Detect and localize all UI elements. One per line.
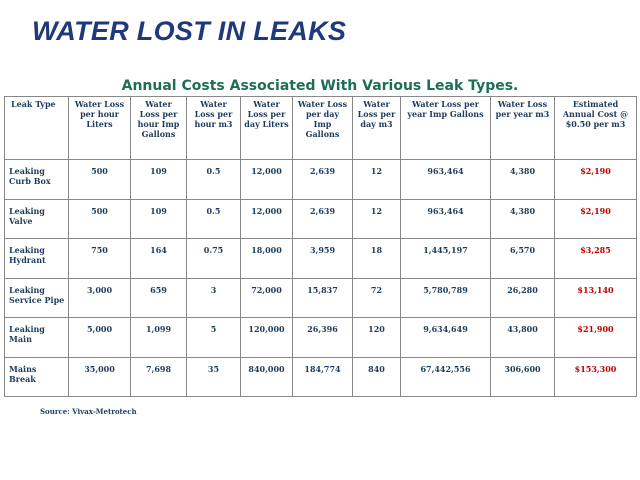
header-loss-year-gallons: Water Loss per year Imp Gallons: [401, 97, 491, 160]
cell-loss-day-gallons: 3,959: [293, 239, 353, 279]
cell-loss-hour-liters: 35,000: [69, 357, 131, 397]
cell-loss-day-liters: 840,000: [241, 357, 293, 397]
cell-leak-type: Leaking Service Pipe: [5, 278, 69, 318]
slide-title: WATER LOST IN LEAKS: [32, 16, 347, 46]
table-subtitle: Annual Costs Associated With Various Leak Types.: [121, 78, 519, 94]
header-loss-hour-gallons: Water Loss per hour Imp Gallons: [131, 97, 187, 160]
source-note: Source: Vivax-Metrotech: [40, 407, 137, 416]
table-header-row: [5, 97, 637, 160]
header-loss-day-liters: Water Loss per day Liters: [241, 97, 293, 160]
cell-loss-hour-m3: 5: [187, 318, 241, 358]
header-loss-hour-m3: Water Loss per hour m3: [187, 97, 241, 160]
cell-loss-year-m3: 26,280: [491, 278, 555, 318]
cell-loss-year-gallons: 963,464: [401, 199, 491, 239]
cell-loss-day-gallons: 2,639: [293, 199, 353, 239]
cell-loss-day-m3: 18: [353, 239, 401, 279]
cell-loss-hour-m3: 3: [187, 278, 241, 318]
leak-cost-table: [4, 96, 637, 397]
cell-loss-hour-m3: 0.5: [187, 199, 241, 239]
table-row: [5, 318, 637, 358]
cell-loss-year-gallons: 67,442,556: [401, 357, 491, 397]
header-leak-type: Leak Type: [5, 97, 69, 160]
cell-loss-hour-liters: 500: [69, 160, 131, 200]
table-row: [5, 278, 637, 318]
cell-loss-hour-liters: 5,000: [69, 318, 131, 358]
cell-annual-cost: $13,140: [555, 278, 637, 318]
cell-loss-year-gallons: 9,634,649: [401, 318, 491, 358]
cell-loss-hour-gallons: 109: [131, 199, 187, 239]
cell-loss-year-m3: 43,800: [491, 318, 555, 358]
cell-loss-day-liters: 72,000: [241, 278, 293, 318]
table-row: [5, 239, 637, 279]
cell-loss-day-m3: 72: [353, 278, 401, 318]
cell-leak-type: Mains Break: [5, 357, 69, 397]
cell-loss-hour-gallons: 1,099: [131, 318, 187, 358]
cell-loss-day-m3: 120: [353, 318, 401, 358]
cell-loss-hour-m3: 0.75: [187, 239, 241, 279]
table-row: [5, 160, 637, 200]
cell-loss-day-liters: 12,000: [241, 160, 293, 200]
cell-loss-year-m3: 4,380: [491, 160, 555, 200]
header-loss-hour-liters: Water Loss per hour Liters: [69, 97, 131, 160]
cell-loss-hour-m3: 35: [187, 357, 241, 397]
cell-loss-hour-liters: 750: [69, 239, 131, 279]
cell-leak-type: Leaking Hydrant: [5, 239, 69, 279]
header-loss-day-m3: Water Loss per day m3: [353, 97, 401, 160]
cell-loss-year-gallons: 963,464: [401, 160, 491, 200]
header-annual-cost: Estimated Annual Cost @ $0.50 per m3: [555, 97, 637, 160]
cell-annual-cost: $153,300: [555, 357, 637, 397]
cell-loss-day-gallons: 2,639: [293, 160, 353, 200]
cell-loss-hour-m3: 0.5: [187, 160, 241, 200]
table-row: [5, 199, 637, 239]
cell-annual-cost: $2,190: [555, 199, 637, 239]
cell-loss-hour-liters: 500: [69, 199, 131, 239]
cell-loss-hour-liters: 3,000: [69, 278, 131, 318]
cell-loss-day-gallons: 184,774: [293, 357, 353, 397]
cell-loss-day-gallons: 15,837: [293, 278, 353, 318]
cell-annual-cost: $21,900: [555, 318, 637, 358]
cell-loss-hour-gallons: 7,698: [131, 357, 187, 397]
cell-annual-cost: $2,190: [555, 160, 637, 200]
cell-loss-day-m3: 12: [353, 199, 401, 239]
cell-loss-day-m3: 12: [353, 160, 401, 200]
cell-loss-hour-gallons: 109: [131, 160, 187, 200]
cell-loss-year-m3: 306,600: [491, 357, 555, 397]
cell-leak-type: Leaking Curb Box: [5, 160, 69, 200]
cell-leak-type: Leaking Main: [5, 318, 69, 358]
cell-loss-year-m3: 4,380: [491, 199, 555, 239]
header-loss-year-m3: Water Loss per year m3: [491, 97, 555, 160]
cell-loss-day-gallons: 26,396: [293, 318, 353, 358]
cell-loss-hour-gallons: 164: [131, 239, 187, 279]
cell-loss-day-m3: 840: [353, 357, 401, 397]
cell-loss-day-liters: 12,000: [241, 199, 293, 239]
cell-loss-day-liters: 120,000: [241, 318, 293, 358]
cell-loss-hour-gallons: 659: [131, 278, 187, 318]
cell-loss-day-liters: 18,000: [241, 239, 293, 279]
cell-loss-year-gallons: 5,780,789: [401, 278, 491, 318]
cell-leak-type: Leaking Valve: [5, 199, 69, 239]
cell-loss-year-gallons: 1,445,197: [401, 239, 491, 279]
table-row: [5, 357, 637, 397]
cell-annual-cost: $3,285: [555, 239, 637, 279]
cell-loss-year-m3: 6,570: [491, 239, 555, 279]
header-loss-day-gallons: Water Loss per day Imp Gallons: [293, 97, 353, 160]
